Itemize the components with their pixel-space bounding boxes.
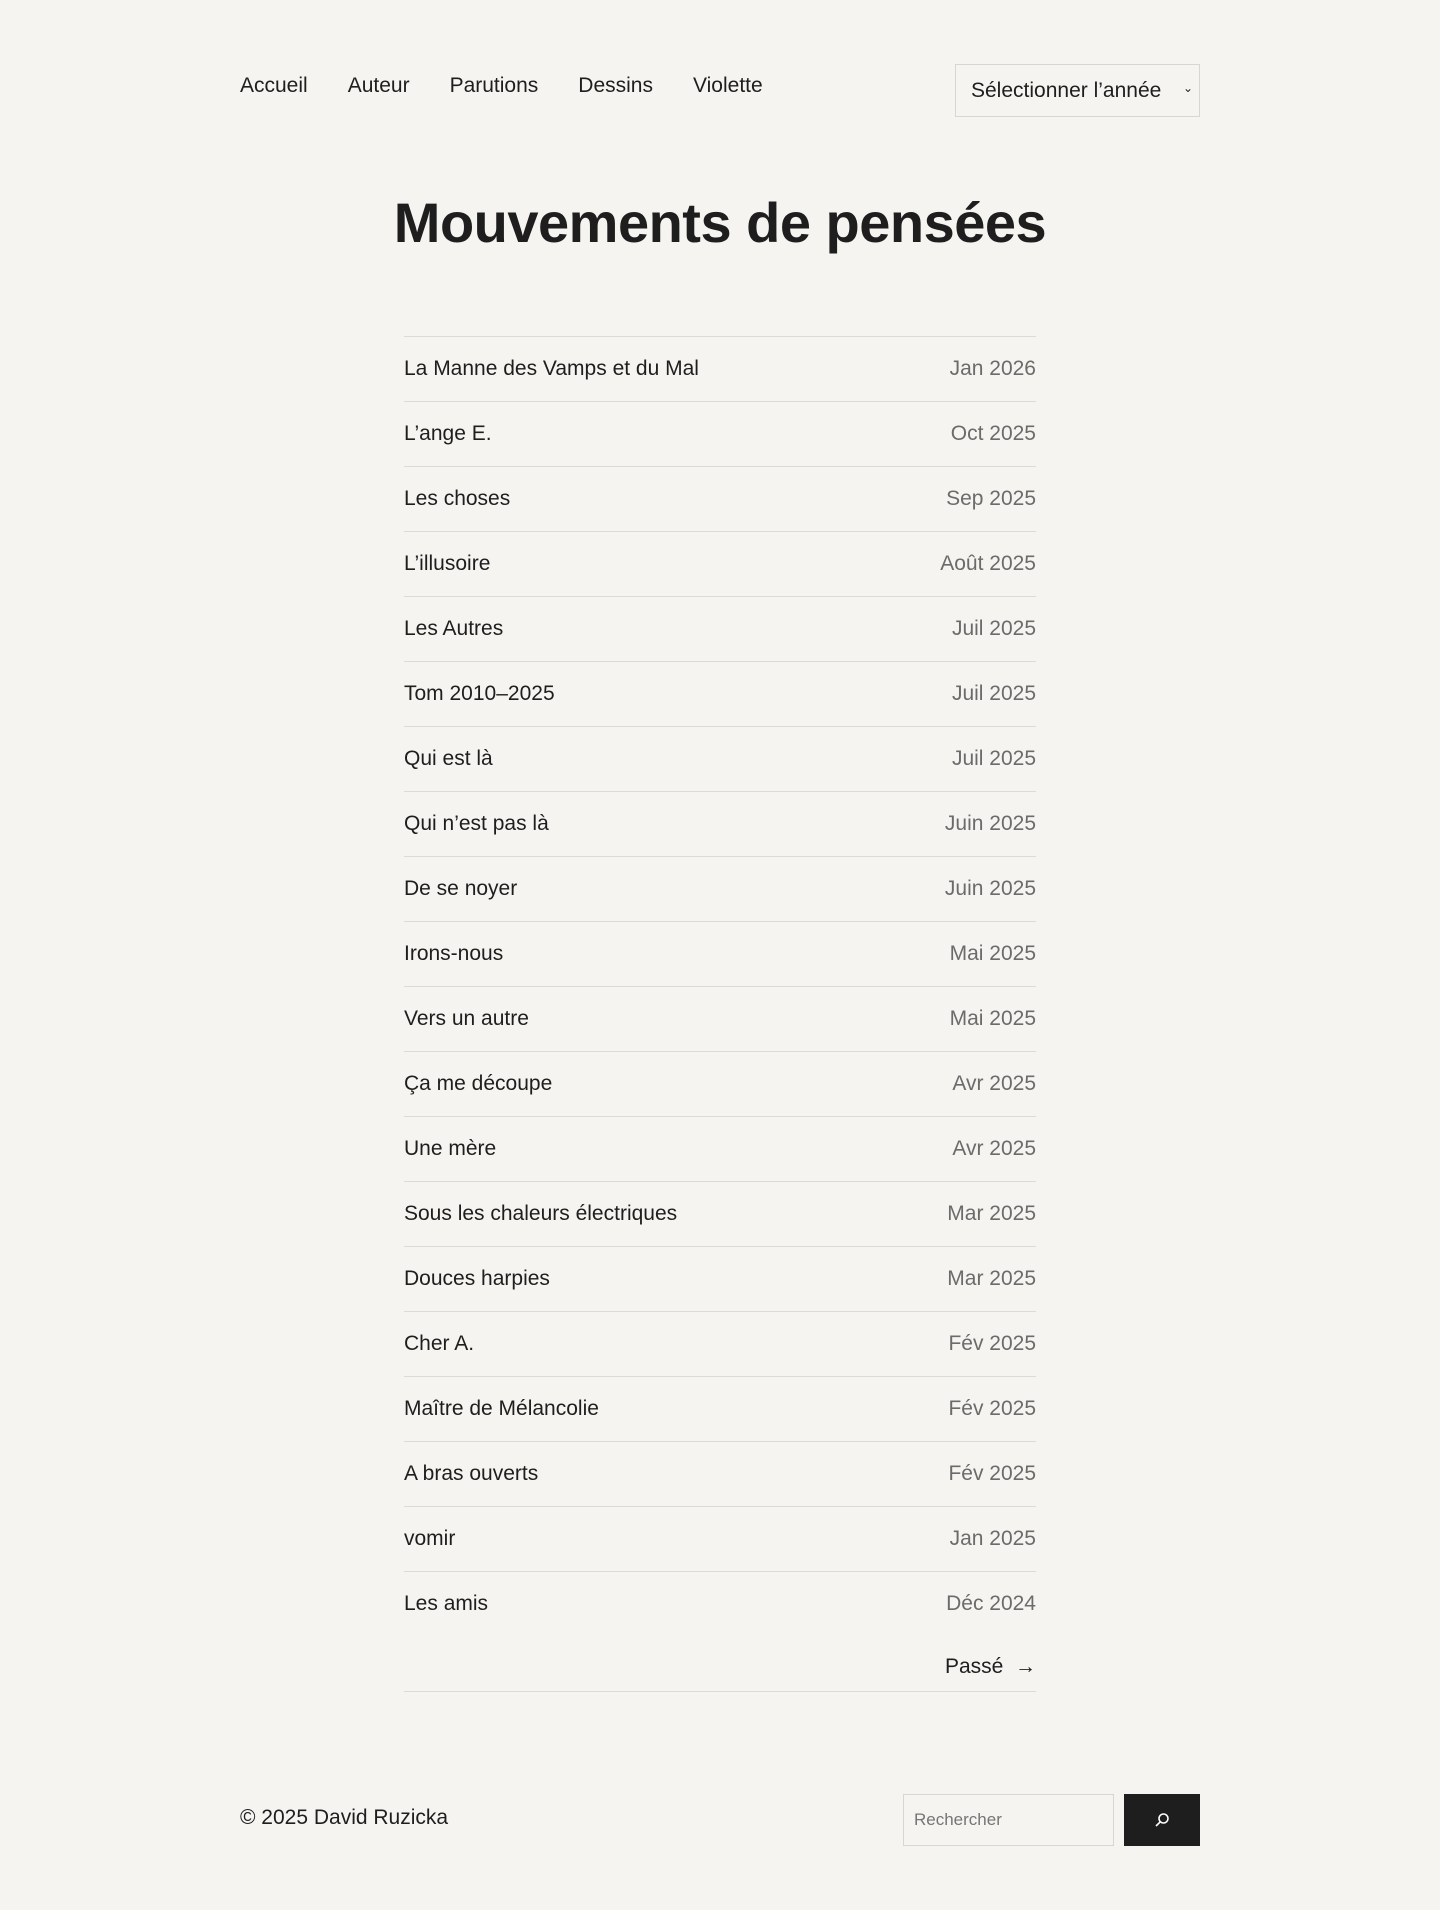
next-page-link[interactable] [945, 1655, 1036, 1678]
post-title-link[interactable]: Les amis [404, 1592, 489, 1615]
post-title-link[interactable]: Une mère [404, 1137, 497, 1160]
list-item [404, 987, 1036, 1052]
list-item [404, 532, 1036, 597]
search-icon [1154, 1812, 1170, 1828]
list-item [404, 857, 1036, 922]
chevron-down-icon: ⌄ [1182, 81, 1193, 95]
post-date: Mar 2025 [947, 1202, 1036, 1225]
nav-violette[interactable]: Violette [693, 74, 763, 97]
next-page-label: Passé [944, 1655, 1004, 1678]
post-date: Fév 2025 [948, 1462, 1036, 1485]
list-item [404, 337, 1036, 402]
list-item [404, 727, 1036, 792]
post-title-link[interactable]: Douces harpies [404, 1267, 550, 1290]
arrow-right-icon: → [1015, 1655, 1036, 1678]
post-title-link[interactable]: De se noyer [404, 877, 518, 900]
post-date: Avr 2025 [952, 1137, 1036, 1160]
list-item [404, 662, 1036, 727]
year-select[interactable] [955, 64, 1200, 117]
list-item [404, 1442, 1036, 1507]
list-item [404, 402, 1036, 467]
post-date: Fév 2025 [948, 1332, 1036, 1355]
list-item [404, 467, 1036, 532]
post-date: Juin 2025 [944, 877, 1036, 900]
post-title-link[interactable]: A bras ouverts [404, 1462, 539, 1485]
post-title-link[interactable]: Tom 2010–2025 [404, 682, 555, 705]
post-title-link[interactable]: vomir [404, 1527, 456, 1550]
post-title-link[interactable]: L’illusoire [404, 552, 491, 575]
post-date: Déc 2024 [946, 1592, 1036, 1615]
nav-auteur[interactable]: Auteur [347, 74, 410, 97]
nav-dessins[interactable]: Dessins [578, 74, 653, 97]
main-nav [240, 74, 763, 98]
post-title-link[interactable]: Ça me découpe [404, 1072, 553, 1095]
list-item [404, 1507, 1036, 1572]
list-item [404, 922, 1036, 987]
list-item [404, 1117, 1036, 1182]
post-date: Avr 2025 [952, 1072, 1036, 1095]
list-item [404, 1052, 1036, 1117]
post-date: Juin 2025 [944, 812, 1036, 835]
page-title: Mouvements de pensées [393, 191, 1047, 254]
post-title-link[interactable]: Cher A. [404, 1332, 475, 1355]
pagination [404, 1655, 1036, 1692]
post-date: Oct 2025 [950, 422, 1036, 445]
list-item [404, 1247, 1036, 1312]
post-date: Juil 2025 [951, 747, 1036, 770]
post-date: Mai 2025 [949, 1007, 1036, 1030]
post-title-link[interactable]: Qui est là [404, 747, 493, 770]
post-list [404, 336, 1036, 1636]
post-title-link[interactable]: Les Autres [404, 617, 504, 640]
post-title-link[interactable]: Les choses [404, 487, 511, 510]
post-title-link[interactable]: Vers un autre [404, 1007, 529, 1030]
post-date: Fév 2025 [948, 1397, 1036, 1420]
list-item [404, 597, 1036, 662]
post-title-link[interactable]: Maître de Mélancolie [404, 1397, 599, 1420]
search-button[interactable] [1124, 1794, 1200, 1846]
list-item [404, 1312, 1036, 1377]
post-title-link[interactable]: Sous les chaleurs électriques [404, 1202, 678, 1225]
year-select-label: Sélectionner l’année [971, 78, 1162, 102]
post-date: Mar 2025 [947, 1267, 1036, 1290]
post-date: Mai 2025 [949, 942, 1036, 965]
list-item [404, 1572, 1036, 1636]
list-item [404, 792, 1036, 857]
post-title-link[interactable]: La Manne des Vamps et du Mal [404, 357, 699, 380]
post-date: Août 2025 [940, 552, 1036, 575]
post-title-link[interactable]: Irons-nous [404, 942, 504, 965]
list-item [404, 1182, 1036, 1247]
post-date: Jan 2026 [949, 357, 1036, 380]
nav-parutions[interactable]: Parutions [449, 74, 539, 97]
list-item [404, 1377, 1036, 1442]
search-input[interactable] [903, 1794, 1114, 1846]
nav-accueil[interactable]: Accueil [240, 74, 308, 97]
post-title-link[interactable]: Qui n’est pas là [404, 812, 549, 835]
post-title-link[interactable]: L’ange E. [404, 422, 492, 445]
post-date: Juil 2025 [951, 682, 1036, 705]
post-date: Juil 2025 [951, 617, 1036, 640]
post-date: Jan 2025 [949, 1527, 1036, 1550]
copyright: © 2025 David Ruzicka [240, 1806, 449, 1829]
post-date: Sep 2025 [946, 487, 1036, 510]
